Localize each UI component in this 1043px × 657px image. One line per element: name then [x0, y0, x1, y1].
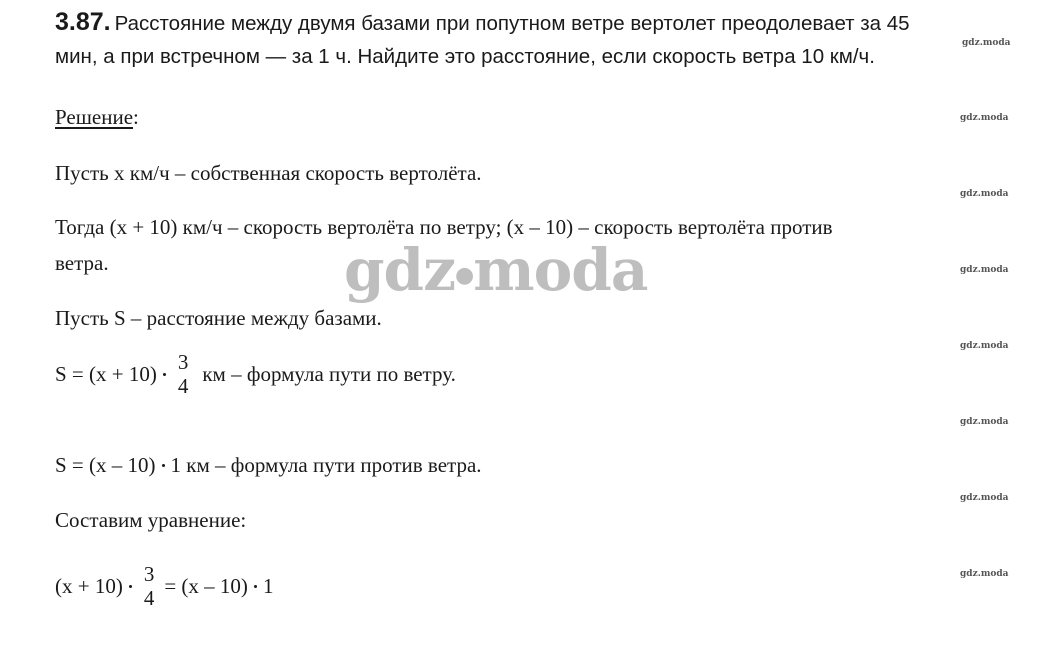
formula-right: 1 км – формула пути против ветра. — [170, 453, 482, 477]
formula-left: S = (x + 10) — [55, 362, 157, 386]
watermark-small: gdz.moda — [960, 493, 1009, 503]
problem-statement — [55, 8, 910, 69]
solution-paragraph: Пусть х км/ч – собственная скорость вертолёта. — [55, 161, 482, 185]
formula-right: км – формула пути по ветру. — [202, 362, 456, 386]
equation-end: 1 — [262, 574, 274, 598]
solution-heading: Решение: — [55, 105, 139, 129]
multiply-dot — [129, 585, 132, 588]
fraction-numerator: 3 — [143, 562, 155, 586]
fraction-denominator: 4 — [177, 374, 189, 398]
formula-wind — [55, 350, 456, 398]
multiply-dot — [162, 464, 165, 467]
solution-paragraph: Пусть S – расстояние между базами. — [55, 306, 382, 330]
fraction-denominator: 4 — [143, 586, 155, 610]
problem-number: 3.87. — [55, 8, 111, 36]
watermark-small: gdz.moda — [960, 113, 1009, 123]
multiply-dot — [254, 585, 257, 588]
fraction — [178, 350, 189, 398]
formula-against-wind — [55, 452, 482, 478]
watermark-small: gdz.moda — [962, 38, 1011, 48]
equation-right: = (x – 10) — [164, 574, 248, 598]
equation-left: (x + 10) — [55, 574, 123, 598]
problem-text-line1: Расстояние между двумя базами при попутном ветре вертолет преодолевает за 45 — [114, 12, 910, 35]
solution-paragraph: ветра. — [55, 251, 109, 275]
watermark-small: gdz.moda — [960, 189, 1009, 199]
watermark-small: gdz.moda — [960, 341, 1009, 351]
multiply-dot — [163, 373, 166, 376]
problem-text-line2: мин, а при встречном — за 1 ч. Найдите это расстояние, если скорость ветра 10 км/ч. — [55, 45, 875, 68]
solution-paragraph: Тогда (х + 10) км/ч – скорость вертолёта по ветру; (х – 10) – скорость вертолёта против — [55, 215, 833, 239]
watermark-small: gdz.moda — [960, 265, 1009, 275]
watermark-logo: gdz●moda — [344, 236, 648, 304]
fraction — [144, 562, 155, 610]
watermark-small: gdz.moda — [960, 569, 1009, 579]
watermark-small: gdz.moda — [960, 417, 1009, 427]
formula-left: S = (x – 10) — [55, 453, 156, 477]
equation — [55, 562, 273, 610]
fraction-numerator: 3 — [177, 350, 189, 374]
solution-paragraph: Составим уравнение: — [55, 508, 247, 532]
